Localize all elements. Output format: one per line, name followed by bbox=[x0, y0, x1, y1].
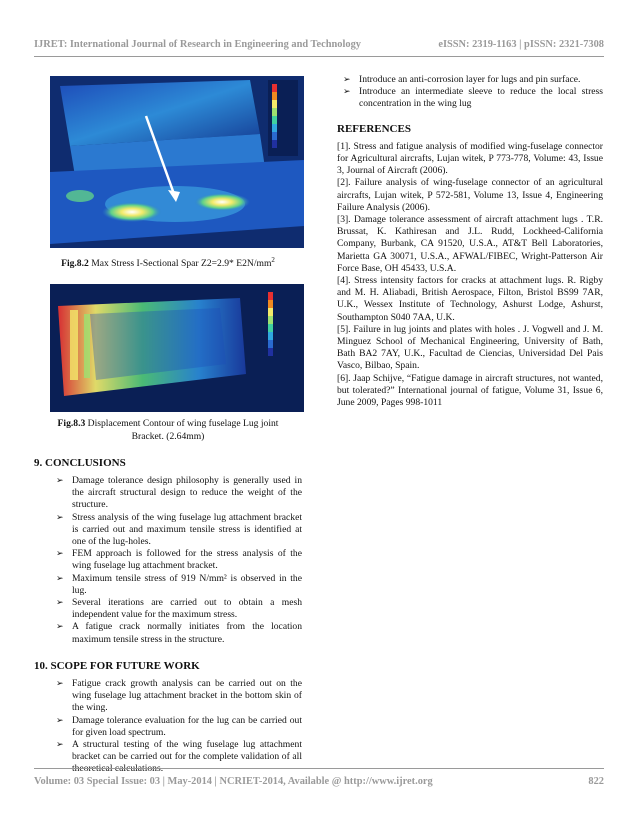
issn: eISSN: 2319-1163 | pISSN: 2321-7308 bbox=[438, 39, 604, 50]
future-work-heading: 10. SCOPE FOR FUTURE WORK bbox=[34, 659, 200, 672]
list-item: ➢ A structural testing of the wing fuselage lug attachment bracket can be carried out for the complete validation of all bbox=[56, 739, 302, 776]
reference-item: [1]. Stress and fatigue analysis of modified wing-fuselage connector for Agricultural aircrafts, Lujan witek, P 773-778, Volume: 43, Issue 3, Journal of Aircraft (2006). bbox=[337, 140, 603, 177]
references-heading: REFERENCES bbox=[337, 122, 411, 135]
stress-contour-render bbox=[50, 76, 304, 248]
reference-item: [6]. Jaap Schijve, “Fatigue damage in aircraft structures, not wanted, but tolerated?” International journal of fatigue, Volume 31, Issue 6, June 2009, Pages 998-1011 bbox=[337, 372, 603, 409]
reference-item: [5]. Failure in lug joints and plates with holes . J. Vogwell and J. M. Minguez School of Mechanical Engineering, University of Bath, Bath BA2 7AY, U.K., Facultad de Ciencias, Universidad Del Pais Vasco, Bilbao, Spain. bbox=[337, 323, 603, 372]
list-item: ➢ Several iterations are carried out to obtain a mesh independent value for the maximum stress. bbox=[56, 597, 302, 621]
list-item: ➢ A fatigue crack normally initiates from the location maximum tensile stress in the structure. bbox=[56, 621, 302, 645]
figure-8-2-label: Fig.8.2 bbox=[61, 258, 89, 270]
header-rule bbox=[34, 56, 604, 57]
list-item: ➢ Introduce an anti-corrosion layer for lugs and pin surface. bbox=[343, 74, 603, 86]
reference-item: [4]. Stress intensity factors for cracks at attachment lugs. R. Rigby and M. H. Aliabadi, British Aerospace, Filton, Bristol BS99 7AR, U.K., Wessex Institute of Technology, Ashurst Lodge, Ashurst, Southampton S040 7AA, U.K. bbox=[337, 275, 603, 323]
displacement-contour-render bbox=[50, 284, 304, 412]
running-footer bbox=[34, 776, 604, 787]
conclusions-list bbox=[34, 475, 302, 646]
figure-8-3-image bbox=[50, 284, 304, 412]
page-number: 822 bbox=[588, 776, 604, 787]
left-column bbox=[34, 74, 302, 776]
figure-8-3-caption-text: Displacement Contour of wing fuselage Lug joint Bracket. (2.64mm) bbox=[87, 418, 279, 442]
figure-8-3-label: Fig.8.3 bbox=[57, 418, 86, 430]
figure-8-2-superscript: 2 bbox=[271, 256, 275, 264]
figure-8-2-caption bbox=[34, 254, 302, 270]
list-item: ➢ Fatigue crack growth analysis can be carried out on the wing fuselage lug attachment bracket in the bottom skin of the wing. bbox=[56, 678, 302, 715]
journal-name: IJRET: International Journal of Research in Engineering and Technology bbox=[34, 39, 361, 50]
list-item: ➢ Damage tolerance design philosophy is generally used in the aircraft structural design to reduce the weight of the structure. bbox=[56, 475, 302, 512]
figure-8-3-caption bbox=[34, 418, 302, 442]
figure-8-2-caption-text: Max Stress I-Sectional Spar Z2=2.9* E2N/mm bbox=[91, 258, 272, 270]
conclusions-heading: 9. CONCLUSIONS bbox=[34, 456, 126, 469]
list-item: ➢ Introduce an intermediate sleeve to reduce the local stress concentration in the wing lug bbox=[343, 86, 603, 110]
list-item: ➢ Stress analysis of the wing fuselage lug attachment bracket is carried out and maximum tensile stress is identified at one of the lug-holes. bbox=[56, 512, 302, 549]
reference-item: [3]. Damage tolerance assessment of aircraft attachment lugs . T.R. Brussat, K. Kathiresan and J.L. Rudd, Lockheed-California Company, Burbank, CA 91520, U.S.A., AT&T Bell Laboratories, Marietta GA 30071, U.S.A., AFWAL/FIBEC, Wright-Patterson Air Force Base, OH 45433, U.S.A. bbox=[337, 214, 603, 274]
list-item: ➢ Damage tolerance evaluation for the lug can be carried out for given load spectrum. bbox=[56, 715, 302, 739]
continued-list bbox=[337, 74, 603, 111]
future-work-list bbox=[34, 678, 302, 776]
footer-volume-info: Volume: 03 Special Issue: 03 | May-2014 | NCRIET-2014, Available @ http://www.ijret.org bbox=[34, 776, 433, 787]
footer-rule bbox=[34, 768, 604, 769]
reference-item: [2]. Failure analysis of wing-fuselage connector of an agricultural aircrafts, Lujan witek, P 572-581, Volume 13, Issue 4, Engineering Failure Analysis (2006). bbox=[337, 177, 603, 213]
right-column bbox=[337, 74, 603, 409]
running-header bbox=[34, 39, 604, 50]
list-item: ➢ Maximum tensile stress of 919 N/mm² is observed in the lug. bbox=[56, 573, 302, 597]
figure-8-2-image bbox=[50, 76, 304, 248]
list-item: ➢ FEM approach is followed for the stress analysis of the wing fuselage lug attachment bracket. bbox=[56, 548, 302, 572]
